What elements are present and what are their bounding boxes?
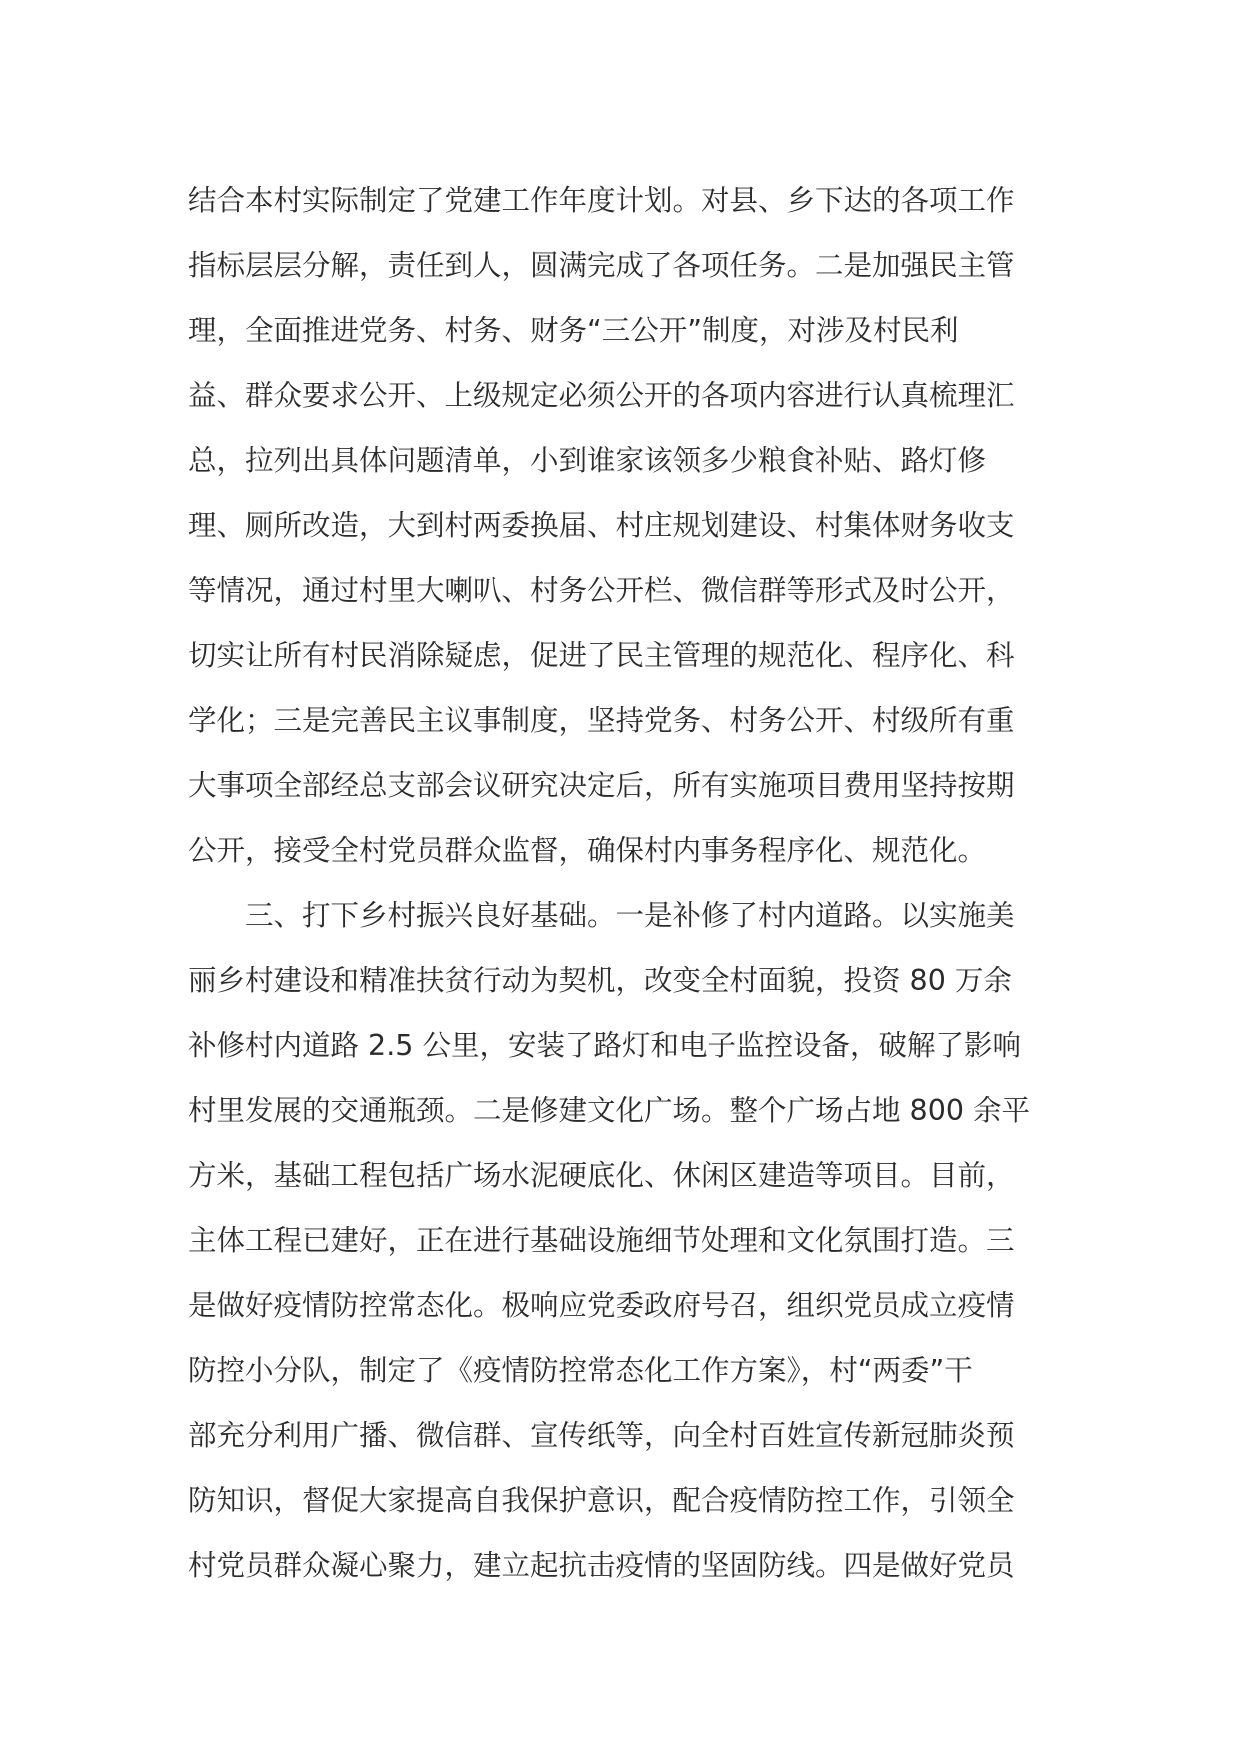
text-line: 等情况，通过村里大喇叭、村务公开栏、微信群等形式及时公开， bbox=[188, 574, 1015, 607]
text-line: 理、厕所改造，大到村两委换届、村庄规划建设、村集体财务收支 bbox=[188, 509, 1015, 542]
text-line: 是做好疫情防控常态化。极响应党委政府号召，组织党员成立疫情 bbox=[188, 1289, 1015, 1322]
text-line: 益、群众要求公开、上级规定必须公开的各项内容进行认真梳理汇 bbox=[188, 379, 1015, 412]
text-line: 村里发展的交通瓶颈。二是修建文化广场。整个广场占地 800 余平 bbox=[188, 1094, 1031, 1127]
text-line: 部充分利用广播、微信群、宣传纸等，向全村百姓宣传新冠肺炎预 bbox=[188, 1419, 1015, 1452]
text-line: 防知识，督促大家提高自我保护意识，配合疫情防控工作，引领全 bbox=[188, 1484, 1015, 1517]
text-line: 三、打下乡村振兴良好基础。一是补修了村内道路。以实施美 bbox=[188, 899, 1015, 932]
text-line: 结合本村实际制定了党建工作年度计划。对县、乡下达的各项工作 bbox=[188, 184, 1015, 217]
text-line: 防控小分队，制定了《疫情防控常态化工作方案》，村“两委”干 bbox=[188, 1354, 973, 1387]
text-line: 指标层层分解，责任到人，圆满完成了各项任务。二是加强民主管 bbox=[188, 249, 1015, 282]
text-line: 理，全面推进党务、村务、财务“三公开”制度，对涉及村民利 bbox=[188, 314, 959, 347]
text-line: 公开，接受全村党员群众监督，确保村内事务程序化、规范化。 bbox=[188, 834, 987, 867]
text-line: 补修村内道路 2.5 公里，安装了路灯和电子监控设备，破解了影响 bbox=[188, 1029, 1021, 1062]
text-line: 方米，基础工程包括广场水泥硬底化、休闲区建造等项目。目前， bbox=[188, 1159, 1015, 1192]
text-line: 村党员群众凝心聚力，建立起抗击疫情的坚固防线。四是做好党员 bbox=[188, 1549, 1015, 1582]
text-line: 学化；三是完善民主议事制度，坚持党务、村务公开、村级所有重 bbox=[188, 704, 1015, 737]
text-line: 总，拉列出具体问题清单，小到谁家该领多少粮食补贴、路灯修 bbox=[188, 444, 987, 477]
document-body bbox=[188, 168, 1058, 1598]
text-line: 大事项全部经总支部会议研究决定后，所有实施项目费用坚持按期 bbox=[188, 769, 1015, 802]
text-line: 切实让所有村民消除疑虑，促进了民主管理的规范化、程序化、科 bbox=[188, 639, 1015, 672]
text-line: 丽乡村建设和精准扶贫行动为契机，改变全村面貌，投资 80 万余 bbox=[188, 964, 1012, 997]
text-line: 主体工程已建好，正在进行基础设施细节处理和文化氛围打造。三 bbox=[188, 1224, 1015, 1257]
